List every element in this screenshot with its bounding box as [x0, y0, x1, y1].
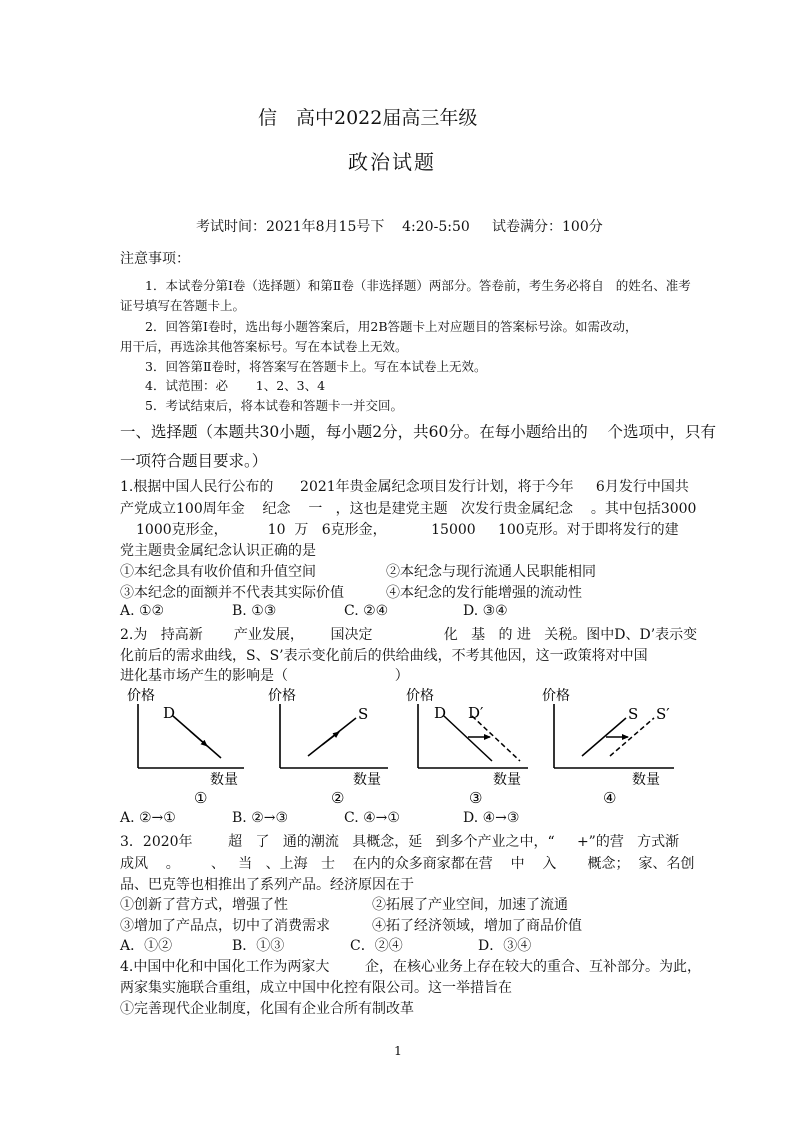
- graph-2: [268, 687, 388, 807]
- graph-3-number: ③: [469, 789, 483, 807]
- q3-choice-a: A．①②: [120, 938, 173, 954]
- q4-option-1: ①完善现代企业制度，化国有企业合所有制改革: [120, 1001, 414, 1017]
- graph-1-number: ①: [194, 789, 208, 807]
- q1-line-4: 党主题贵金属纪念认识正确的是: [120, 543, 316, 559]
- q2-line-1: 2.为 持高新 产业发展， 国决定 化 基 的 进 关税。图中D、D’表示变: [120, 627, 698, 643]
- q3-option-4: ④拓了经济领域，增加了商品价值: [372, 918, 582, 934]
- graph-1: [127, 687, 244, 807]
- note-3: 3．回答第Ⅱ卷时，将答案写在答题卡上。写在本试卷上无效。: [145, 359, 487, 374]
- graph-2-ylabel: 价格: [268, 688, 296, 704]
- note-2-line-1: 2．回答第Ⅰ卷时，选出每小题答案后，用2B答题卡上对应题目的答案标号涂。如需改动，: [145, 319, 638, 334]
- graph-2-xlabel: 数量: [353, 772, 381, 788]
- graph-2-curve-label: S: [358, 705, 369, 723]
- graph-3-demand-curve-d-prime: [472, 716, 520, 761]
- subject-title: 政治试题: [348, 150, 436, 174]
- supply-demand-graphs: [118, 686, 678, 808]
- graph-1-ylabel: 价格: [127, 688, 155, 704]
- q3-option-3: ③增加了产品点，切中了消费需求: [120, 918, 330, 934]
- graph-2-shift-arrow: [322, 732, 339, 745]
- note-4: 4．试范围：必 1、2、3、4: [145, 378, 326, 393]
- q1-option-1: ①本纪念具有收价值和升值空间: [120, 564, 316, 580]
- section-heading-line-1: 一、选择题（本题共30小题，每小题2分，共60分。在每小题给出的 个选项中，只有: [120, 423, 717, 441]
- graph-1-curve-label: D: [163, 704, 176, 722]
- note-1-line-2: 证号填写在答题卡上。: [120, 298, 246, 313]
- q4-line-1: 4.中国中化和中国化工作为两家大 企，在核心业务上存在较大的重合、互补部分。为此，: [120, 959, 701, 975]
- q2-choice-d: D. ④→③: [463, 810, 520, 826]
- q1-line-1: 1.根据中国人民行公布的 2021年贵金属纪念项目发行计划，将于今年 6月发行中国共: [120, 479, 689, 495]
- page-number: 1: [394, 1043, 402, 1058]
- q3-option-1: ①创新了营方式，增强了性: [120, 897, 288, 913]
- q3-choice-b: B．①③: [232, 938, 285, 954]
- graph-3: [406, 687, 528, 807]
- q3-line-2: 成风 。 、 当 、上海 士 在内的众多商家都在营 中 入 概念； 家、名创: [120, 856, 695, 872]
- graph-4-xlabel: 数量: [632, 772, 660, 788]
- school-name: 信: [258, 107, 278, 129]
- graph-4-ylabel: 价格: [542, 688, 570, 704]
- q1-choice-b: B. ①③: [232, 603, 277, 619]
- q2-choice-c: C. ④→①: [344, 810, 400, 826]
- q1-line-2: 产党成立100周年金 纪念 一 ，这也是建党主题 次发行贵金属纪念 。其中包括3000: [120, 501, 697, 517]
- graph-4-curve-label-s-prime: S′: [656, 705, 670, 723]
- graph-1-shift-arrow: [190, 731, 207, 746]
- section-heading-line-2: 一项符合题目要求。）: [120, 452, 268, 470]
- note-1-line-1: 1．本试卷分第Ⅰ卷（选择题）和第Ⅱ卷（非选择题）两部分。答卷前，考生务必将自 的姓名、准考: [145, 278, 691, 293]
- q3-choice-c: C．②④: [350, 938, 403, 954]
- graph-3-curve-label-d-prime: D′: [468, 704, 484, 722]
- note-2-line-2: 用干后，再选涂其他答案标号。写在本试卷上无效。: [120, 339, 408, 354]
- graph-4: [542, 687, 674, 807]
- graph-3-ylabel: 价格: [406, 688, 434, 704]
- graph-2-number: ②: [331, 789, 345, 807]
- q1-option-4: ④本纪念的发行能增强的流动性: [386, 585, 582, 601]
- graph-3-demand-curve-d: [444, 716, 492, 761]
- q4-line-2: 两家集实施联合重组，成立中国中化控有限公司。这一举措旨在: [120, 980, 512, 996]
- q1-choice-c: C. ②④: [344, 603, 389, 619]
- graph-3-xlabel: 数量: [493, 772, 521, 788]
- q2-choice-a: A. ②→①: [120, 810, 176, 826]
- q1-option-2: ②本纪念与现行流通人民职能相同: [386, 564, 596, 580]
- exam-info: 考试时间：2021年8月15号下 4:20-5:50 试卷满分：100分: [196, 219, 603, 235]
- q2-choice-b: B. ②→③: [232, 810, 289, 826]
- q2-line-2: 化前后的需求曲线，S、S’表示变化前后的供给曲线，不考其他因，这一政策将对中国: [120, 648, 648, 664]
- q3-line-3: 品、巴克等也相推出了系列产品。经济原因在于: [120, 877, 414, 893]
- notes-heading: 注意事项：: [120, 251, 190, 267]
- q1-option-3: ③本纪念的面额并不代表其实际价值: [120, 585, 344, 601]
- q3-option-2: ②拓展了产业空间，加速了流通: [372, 897, 568, 913]
- q3-choice-d: D．③④: [478, 938, 532, 954]
- graph-3-curve-label-d: D: [434, 704, 447, 722]
- note-5: 5．考试结束后，将本试卷和答题卡一并交回。: [145, 398, 403, 413]
- q2-line-3: 进化基市场产生的影响是（ ）: [120, 668, 409, 684]
- q1-choice-a: A. ①②: [120, 603, 165, 619]
- graph-4-curve-label-s: S: [628, 705, 639, 723]
- q1-line-3: 1000克形金， 10 万 6克形金， 15000 100克形。对于即将发行的建: [136, 522, 679, 538]
- exam-title: 高中2022届高三年级: [296, 107, 478, 129]
- q3-line-1: 3．2020年 超 了 通的潮流 具概念，延 到多个产业之中，“ +”的营 方式渐: [120, 834, 680, 850]
- q1-choice-d: D. ③④: [463, 603, 508, 619]
- graph-1-xlabel: 数量: [210, 772, 238, 788]
- graph-4-number: ④: [603, 789, 617, 807]
